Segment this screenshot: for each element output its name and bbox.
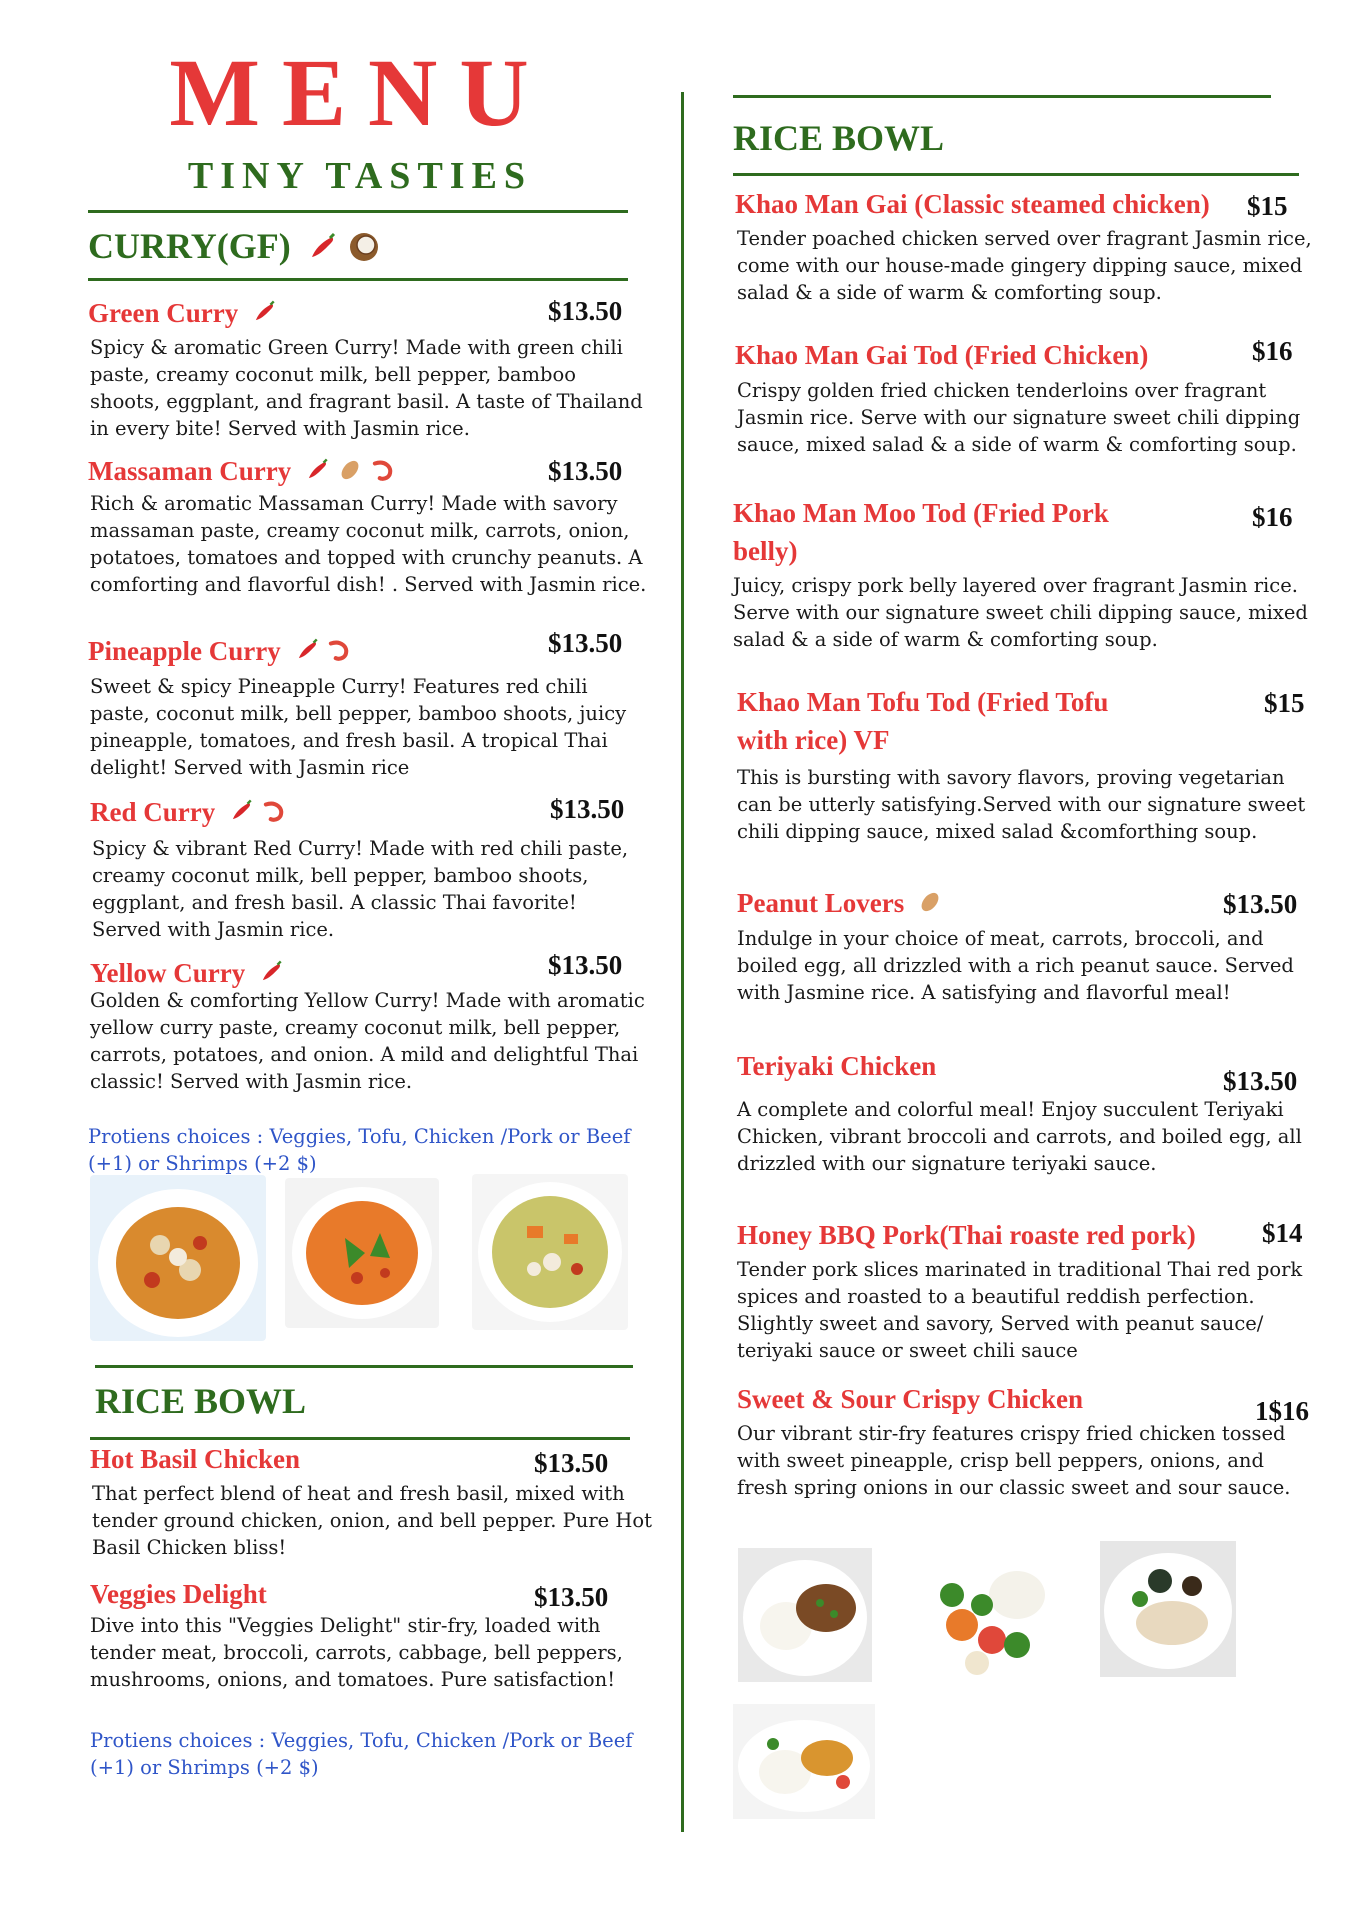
- food-photo: [472, 1174, 628, 1330]
- chili-icon: [294, 635, 320, 673]
- menu-item-description: Sweet & spicy Pineapple Curry! Features red chili paste, coconut milk, bell pepper, bamboo shoots, juicy pineapple, tomatoes, and fresh basil. A tropical Thai delight! Served with Jasmin rice: [90, 675, 627, 779]
- menu-item-name: Honey BBQ Pork(Thai roaste red pork): [737, 1220, 1196, 1250]
- menu-item-price: $14: [1262, 1218, 1303, 1248]
- menu-item-description: That perfect blend of heat and fresh basil, mixed with tender ground chicken, onion, and bell pepper. Pure Hot Basil Chicken bliss!: [92, 1482, 652, 1559]
- section-title-rice-bowl: RICE BOWL: [733, 118, 945, 158]
- divider: [88, 278, 628, 281]
- menu-item-name: Yellow Curry: [90, 954, 284, 995]
- menu-item-description: A complete and colorful meal! Enjoy succulent Teriyaki Chicken, vibrant broccoli and carrots, and boiled egg, all drizzled with our signature teriyaki sauce.: [737, 1098, 1302, 1175]
- menu-item-price: $16: [1252, 336, 1293, 366]
- divider: [95, 1365, 633, 1368]
- menu-item-name: Veggies Delight: [90, 1579, 267, 1609]
- menu-item-description: Dive into this "Veggies Delight" stir-fry, loaded with tender meat, broccoli, carrots, cabbage, bell peppers, mushrooms, onions, and tomatoes. Pure satisfaction!: [90, 1614, 623, 1691]
- chili-icon: [306, 231, 338, 269]
- menu-item-name: Pineapple Curry: [88, 632, 352, 673]
- menu-item-price: $13.50: [534, 1582, 609, 1612]
- menu-item-name: Khao Man Gai (Classic steamed chicken): [735, 189, 1210, 219]
- menu-item-name: Khao Man Tofu Tod (Fried Tofu with rice) VF: [737, 687, 1109, 755]
- menu-item-price: $15: [1264, 688, 1305, 718]
- menu-item-name: Khao Man Moo Tod (Fried Pork belly): [733, 498, 1109, 566]
- food-photo: [90, 1175, 266, 1341]
- menu-item-name: Sweet & Sour Crispy Chicken: [737, 1384, 1084, 1414]
- coconut-icon: [347, 230, 381, 270]
- menu-item-name: Peanut Lovers: [737, 884, 943, 925]
- menu-item-price: $13.50: [548, 628, 623, 658]
- section-title-curry: CURRY(GF): [88, 228, 381, 270]
- menu-item-description: Tender pork slices marinated in traditional Thai red pork spices and roasted to a beautiful reddish perfection. Slightly sweet and savory, Served with peanut sauce/ teriyaki sauce or sweet chili sauce: [737, 1258, 1303, 1362]
- menu-item-description: Crispy golden fried chicken tenderloins over fragrant Jasmin rice. Serve with our signature sweet chili dipping sauce, mixed salad & a side of warm & comforting soup.: [737, 379, 1301, 456]
- menu-item-price: $13.50: [550, 794, 625, 824]
- section-title-rice-bowl: RICE BOWL: [95, 1381, 307, 1421]
- menu-item-price: $13.50: [548, 296, 623, 326]
- food-photo: [922, 1555, 1050, 1683]
- menu-item-description: Tender poached chicken served over fragrant Jasmin rice, come with our house-made gingery dipping sauce, mixed salad & a side of warm & comforting soup.: [737, 227, 1312, 304]
- peanut-icon: [337, 455, 363, 493]
- shrimp-icon: [326, 635, 352, 673]
- menu-item-price: $13.50: [534, 1448, 609, 1478]
- chili-icon: [251, 297, 277, 335]
- menu-item-description: Golden & comforting Yellow Curry! Made with aromatic yellow curry paste, creamy coconut milk, bell pepper, carrots, potatoes, and onion. A mild and delightful Thai classic! Served with Jasmin rice.: [90, 989, 645, 1093]
- menu-title: MENU: [169, 39, 551, 146]
- menu-item-description: Rich & aromatic Massaman Curry! Made with savory massaman paste, creamy coconut milk, carrots, onion, potatoes, tomatoes and topped with crunchy peanuts. A comforting and flavorful dish! . Served with Jasmin rice.: [90, 492, 647, 596]
- menu-item-price: 1$16: [1255, 1396, 1309, 1426]
- menu-item-description: Indulge in your choice of meat, carrots, broccoli, and boiled egg, all drizzled with a rich peanut sauce. Served with Jasmine rice. A satisfying and flavorful meal!: [737, 927, 1294, 1004]
- menu-item-name: Hot Basil Chicken: [90, 1444, 301, 1474]
- menu-item-name: Massaman Curry: [88, 452, 396, 493]
- protein-choices: Protiens choices : Veggies, Tofu, Chicken /Pork or Beef (+1) or Shrimps (+2 $): [90, 1729, 633, 1779]
- menu-item-price: $13.50: [548, 950, 623, 980]
- menu-item-description: Our vibrant stir-fry features crispy fried chicken tossed with sweet pineapple, crisp bell peppers, onions, and fresh spring onions in our classic sweet and sour sauce.: [737, 1422, 1291, 1499]
- food-photo: [1100, 1541, 1236, 1677]
- menu-item-price: $13.50: [1223, 1066, 1298, 1096]
- menu-item-price: $13.50: [548, 456, 623, 486]
- chili-icon: [304, 455, 330, 493]
- menu-item-description: Juicy, crispy pork belly layered over fragrant Jasmin rice. Serve with our signature sweet chili dipping sauce, mixed salad & a side of warm & comforting soup.: [733, 574, 1308, 651]
- column-divider: [681, 92, 684, 1832]
- menu-item-price: $13.50: [1223, 889, 1298, 919]
- menu-item-description: This is bursting with savory flavors, proving vegetarian can be utterly satisfying.Served with our signature sweet chili dipping sauce, mixed salad &comforthing soup.: [737, 766, 1306, 843]
- divider: [733, 95, 1271, 98]
- food-photo: [738, 1548, 872, 1682]
- restaurant-name: TINY TASTIES: [187, 155, 533, 197]
- menu-item-name: Khao Man Gai Tod (Fried Chicken): [735, 340, 1149, 370]
- food-photo: [285, 1178, 439, 1328]
- chili-icon: [228, 796, 254, 834]
- menu-item-description: Spicy & vibrant Red Curry! Made with red chili paste, creamy coconut milk, bell pepper, bamboo shoots, eggplant, and fresh basil. A classic Thai favorite! Served with Jasmin rice.: [92, 837, 629, 941]
- divider: [733, 173, 1299, 176]
- menu-item-name: Red Curry: [90, 793, 287, 834]
- menu-item-price: $16: [1252, 502, 1293, 532]
- menu-item-price: $15: [1247, 191, 1288, 221]
- peanut-icon: [917, 887, 943, 925]
- divider: [88, 210, 628, 213]
- food-photo: [733, 1704, 875, 1819]
- shrimp-icon: [370, 455, 396, 493]
- shrimp-icon: [261, 796, 287, 834]
- menu-item-name: Green Curry: [88, 294, 277, 335]
- protein-choices: Protiens choices : Veggies, Tofu, Chicken /Pork or Beef (+1) or Shrimps (+2 $): [88, 1125, 631, 1175]
- menu-item-name: Teriyaki Chicken: [737, 1051, 937, 1081]
- menu-item-description: Spicy & aromatic Green Curry! Made with green chili paste, creamy coconut milk, bell pepper, bamboo shoots, eggplant, and fragrant basil. A taste of Thailand in every bite! Served with Jasmin rice.: [90, 336, 643, 440]
